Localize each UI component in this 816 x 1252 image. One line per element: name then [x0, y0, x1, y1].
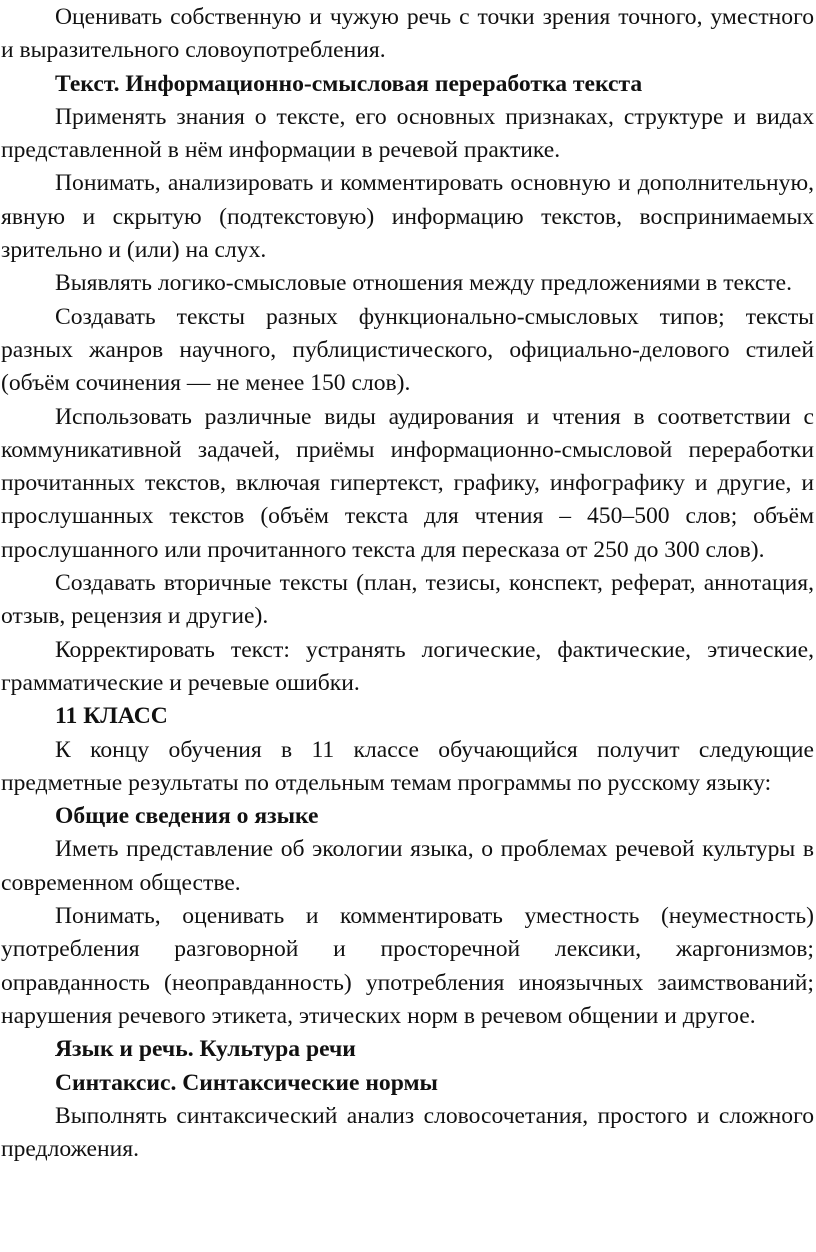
- paragraph-understand-information: Понимать, анализировать и комментировать основную и дополнительную, явную и скрытую (подтекстовую) информацию текстов, воспринимаемых зрительно и (или) на слух.: [1, 170, 814, 264]
- paragraph-syntax-analysis: Выполнять синтаксический анализ словосочетания, простого и сложного предложения.: [1, 1102, 814, 1163]
- paragraph-logical-relations: Выявлять логико-смысловые отношения между предложениями в тексте.: [55, 270, 793, 297]
- paragraph-evaluate-speech: Оценивать собственную и чужую речь с точки зрения точного, уместного и выразительного словоупотребления.: [1, 4, 814, 64]
- heading-general-language: Общие сведения о языке: [55, 803, 319, 830]
- heading-syntax-norms: Синтаксис. Синтаксические нормы: [55, 1069, 438, 1096]
- heading-language-culture: Язык и речь. Культура речи: [55, 1036, 356, 1063]
- paragraph-grade-11-results: К концу обучения в 11 классе обучающийся получит следующие предметные результаты по отдельным темам программы по русскому языку:: [1, 736, 814, 796]
- heading-grade-11: 11 КЛАСС: [55, 703, 168, 730]
- paragraph-apply-knowledge: Применять знания о тексте, его основных признаках, структуре и видах представленной в нём информации в речевой практике.: [1, 103, 814, 164]
- paragraph-vocabulary-appropriateness: Понимать, оценивать и комментировать уместность (неуместность) употребления разговорной и просторечной лексики, жаргонизмов; оправданность (неоправданность) употребления иноязычных заимствований; нарушения речевого этикета, этических норм в речевом общении и другое.: [1, 903, 814, 1029]
- paragraph-secondary-texts: Создавать вторичные тексты (план, тезисы, конспект, реферат, аннотация, отзыв, рецензия и другие).: [1, 570, 814, 630]
- paragraph-listening-reading: Использовать различные виды аудирования и чтения в соответствии с коммуникативной задачей, приёмы информационно-смысловой переработки прочитанных текстов, включая гипертекст, графику, инфографику и другие, и прослушанных текстов (объём текста для чтения – 450–500 слов; объём прослушанного или прочитанного текста для пересказа от 250 до 300 слов).: [1, 403, 814, 563]
- paragraph-correct-text: Корректировать текст: устранять логические, фактические, этические, грамматические и речевые ошибки.: [1, 636, 814, 696]
- document-page: [0, 1, 816, 1252]
- paragraph-create-texts: Создавать тексты разных функционально-смысловых типов; тексты разных жанров научного, публицистического, официально-делового стилей (объём сочинения — не менее 150 слов).: [1, 303, 814, 397]
- paragraph-language-ecology: Иметь представление об экологии языка, о проблемах речевой культуры в современном обществе.: [1, 836, 814, 896]
- heading-text-processing: Текст. Информационно-смысловая переработка текста: [55, 70, 643, 97]
